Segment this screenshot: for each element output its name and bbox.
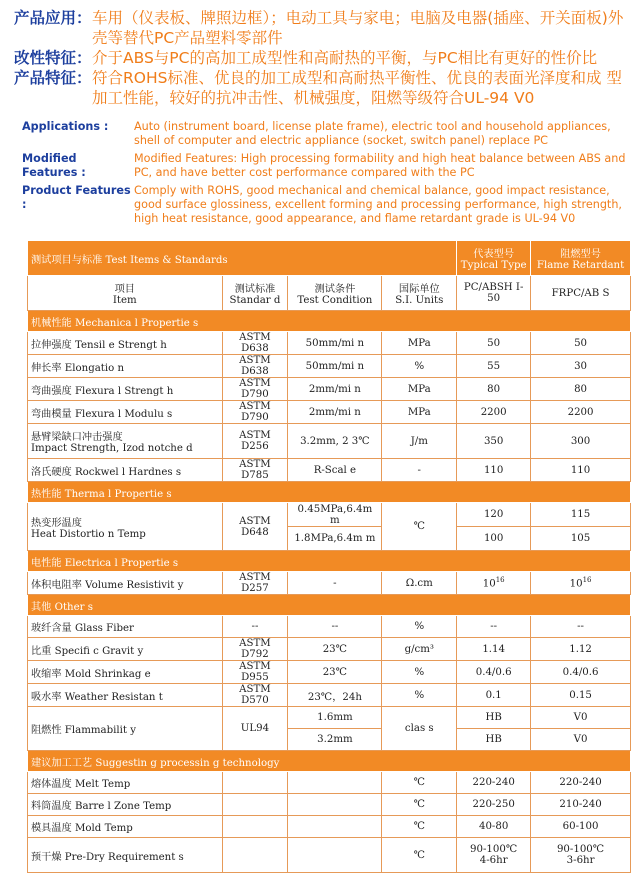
section-electrical: 电性能 Electrica l Propertie s xyxy=(28,551,631,572)
en-modified-features: Modified Features : Modified Features: High processing formability and high heat balance between ABS and PC, and have better cost performance compared with the PC xyxy=(22,152,626,179)
section-others: 其他 Other s xyxy=(28,595,631,616)
table-row: 阻燃性 Flammabilit y UL94 1.6mm clas s HB V0 xyxy=(28,707,631,729)
table-row: 1.8MPa,6.4m m 100 105 xyxy=(28,527,631,551)
test-items-title: 测试项目与标准 Test Items & Standards xyxy=(28,241,457,276)
typical-type-header: 代表型号 Typical Type xyxy=(457,241,531,276)
table-header xyxy=(28,241,631,276)
table-row: 熔体温度 Melt Temp ℃ 220-240 220-240 xyxy=(28,772,631,794)
chinese-summary xyxy=(14,8,634,108)
cn-applications: 产品应用： 车用（仪表板、牌照边框）；电动工具与家电；电脑及电器(插座、开关面板)外壳等替代PC产品塑料零部件 xyxy=(14,9,624,47)
table-row: 热变形温度 Heat Distortio n Temp ASTM D648 0.45MPa,6.4m m ℃ 120 115 xyxy=(28,503,631,527)
section-processing: 建议加工工艺 Suggestin g processin g technology xyxy=(28,751,631,772)
standard-col-header: 测试标准 Standar d xyxy=(222,276,288,311)
table-row: 料筒温度 Barre l Zone Temp ℃ 220-250 210-240 xyxy=(28,794,631,816)
table-row: 玻纤含量 Glass Fiber -- -- % -- -- xyxy=(28,616,631,638)
properties-table xyxy=(27,240,631,873)
unit-col-header: 国际单位 S.I. Units xyxy=(382,276,457,311)
section-thermal: 热性能 Therma l Propertie s xyxy=(28,482,631,503)
table-row: 洛氏硬度 Rockwel l Hardnes s ASTM D785 R-Scal e - 110 110 xyxy=(28,459,631,482)
section-mechanical: 机械性能 Mechanica l Propertie s xyxy=(28,311,631,332)
table-row: 收缩率 Mold Shrinkag e ASTM D955 23℃ % 0.4/0.6 0.4/0.6 xyxy=(28,661,631,684)
column-header-row xyxy=(28,276,631,311)
table-row: 弯曲模量 Flexura l Modulu s ASTM D790 2mm/mi n MPa 2200 2200 xyxy=(28,401,631,424)
table-row: 3.2mm HB V0 xyxy=(28,729,631,751)
table-row: 拉伸强度 Tensil e Strengt h ASTM D638 50mm/mi n MPa 50 50 xyxy=(28,332,631,355)
table-row: 比重 Specifi c Gravit y ASTM D792 23℃ g/cm³ 1.14 1.12 xyxy=(28,638,631,661)
grade1-col-header: PC/ABSH I-50 xyxy=(457,276,531,311)
en-product-features: Product Features : Comply with ROHS, good mechanical and chemical balance, good impact resistance, good surface glossiness, excellent forming and processing performance, high strength, high heat resistance, good appearance, and flame retardant grade is UL-94 V0 xyxy=(22,184,622,225)
table-row: 伸长率 Elongatio n ASTM D638 50mm/mi n % 55 30 xyxy=(28,355,631,378)
table-row: 悬臂梁缺口冲击强度 Impact Strength, Izod notche d ASTM D256 3.2mm, 2 3℃ J/m 350 300 xyxy=(28,424,631,459)
condition-col-header: 测试条件 Test Condition xyxy=(288,276,382,311)
table-row: 预干燥 Pre-Dry Requirement s ℃ 90-100℃ 4-6hr 90-100℃ 3-6hr xyxy=(28,838,631,873)
table-row: 吸水率 Weather Resistan t ASTM D570 23℃，24h % 0.1 0.15 xyxy=(28,684,631,707)
grade2-col-header: FRPC/AB S xyxy=(531,276,631,311)
table-row: 弯曲强度 Flexura l Strengt h ASTM D790 2mm/mi n MPa 80 80 xyxy=(28,378,631,401)
flame-retardant-header: 阻燃型号 Flame Retardant xyxy=(531,241,631,276)
cn-modified-features: 改性特征： 介于ABS与PC的高加工成型性和高耐热的平衡，与PC相比有更好的性价比 xyxy=(14,49,598,67)
item-col-header: 项目 Item xyxy=(28,276,223,311)
english-summary xyxy=(22,120,634,230)
en-applications: Applications : Auto (instrument board, license plate frame), electric tool and household appliances, shell of computer and electric appliance (socket, switch panel) replace PC xyxy=(22,120,611,147)
cn-product-features: 产品特征： 符合ROHS标准、优良的加工成型和高耐热平衡性、优良的表面光泽度和成 型加工性能，较好的抗冲击性、机械强度，阻燃等级符合UL-94 V0 xyxy=(14,69,622,107)
table-row: 体积电阻率 Volume Resistivit y ASTM D257 - Ω.cm $10^{16}$ $10^{16}$ xyxy=(28,572,631,595)
table-row: 模具温度 Mold Temp ℃ 40-80 60-100 xyxy=(28,816,631,838)
